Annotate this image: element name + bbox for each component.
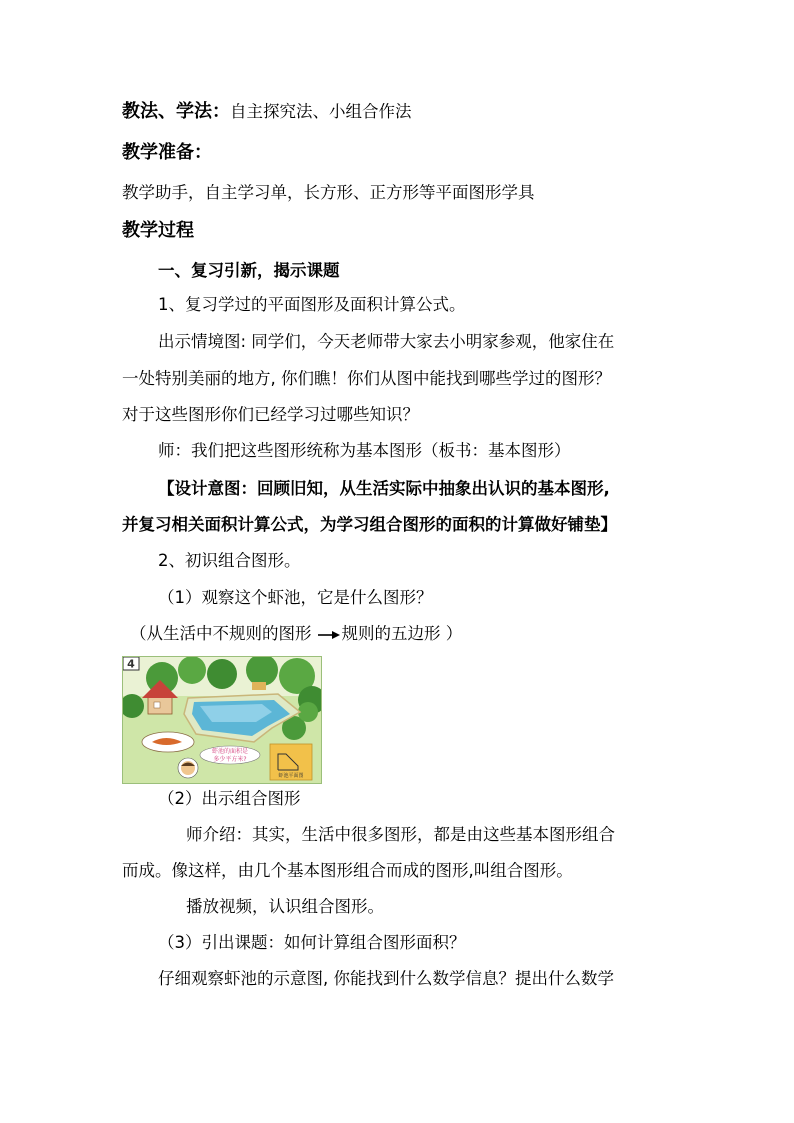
design-intent-line-2: 并复习相关面积计算公式，为学习组合图形的面积的计算做好铺垫】	[122, 515, 617, 534]
line-teaching-method	[122, 101, 412, 123]
illustration-badge: 4	[127, 657, 135, 671]
preparation-content: 教学助手，自主学习单，长方形、正方形等平面图形学具	[122, 183, 535, 202]
scene-line-1: 出示情境图: 同学们，今天老师带大家去小明家参观，他家住在	[158, 332, 615, 351]
scene-line-2: 一处特别美丽的地方, 你们瞧！你们从图中能找到哪些学过的图形？	[122, 369, 611, 388]
question-1: （1）观察这个虾池，它是什么图形？	[158, 588, 433, 607]
teaching-method-value: 自主探究法、小组合作法	[230, 102, 412, 121]
preparation-heading: 教学准备：	[122, 142, 212, 163]
section1-title: 一、复习引新，揭示课题	[158, 261, 340, 280]
last-line: 仔细观察虾池的示意图, 你能找到什么数学信息？提出什么数学	[158, 969, 614, 988]
step1-text: 1、复习学过的平面图形及面积计算公式。	[158, 295, 466, 314]
note-left: （从生活中不规则的图形	[130, 624, 312, 643]
plan-label: 虾池平面图	[278, 773, 304, 779]
question-3: （3）引出课题：如何计算组合图形面积？	[158, 933, 466, 952]
step2-text: 2、初识组合图形。	[158, 551, 301, 570]
teacher-line: 师：我们把这些图形统称为基本图形（板书：基本图形）	[158, 441, 571, 460]
arrow-right-icon	[318, 630, 340, 640]
video-line: 播放视频，认识组合图形。	[186, 897, 384, 916]
intro-line-1: 师介绍：其实，生活中很多图形，都是由这些基本图形组合	[186, 825, 615, 844]
intro-line-2: 而成。像这样，由几个基本图形组合而成的图形,叫组合图形。	[122, 861, 573, 880]
process-heading: 教学过程	[122, 220, 194, 241]
design-intent-line-1: 【设计意图：回顾旧知，从生活实际中抽象出认识的基本图形,	[158, 479, 610, 498]
scene-line-3: 对于这些图形你们已经学习过哪些知识？	[122, 405, 419, 424]
note-right: 规则的五边形 ）	[341, 624, 463, 643]
question-2: （2）出示组合图形	[158, 789, 301, 808]
speech-line-2: 多少平方米?	[213, 756, 247, 763]
teaching-method-label: 教法、学法：	[122, 101, 230, 122]
question-1-note	[130, 623, 462, 645]
shrimp-pond-illustration	[122, 656, 322, 784]
speech-line-1: 虾池的面积是	[211, 748, 249, 755]
